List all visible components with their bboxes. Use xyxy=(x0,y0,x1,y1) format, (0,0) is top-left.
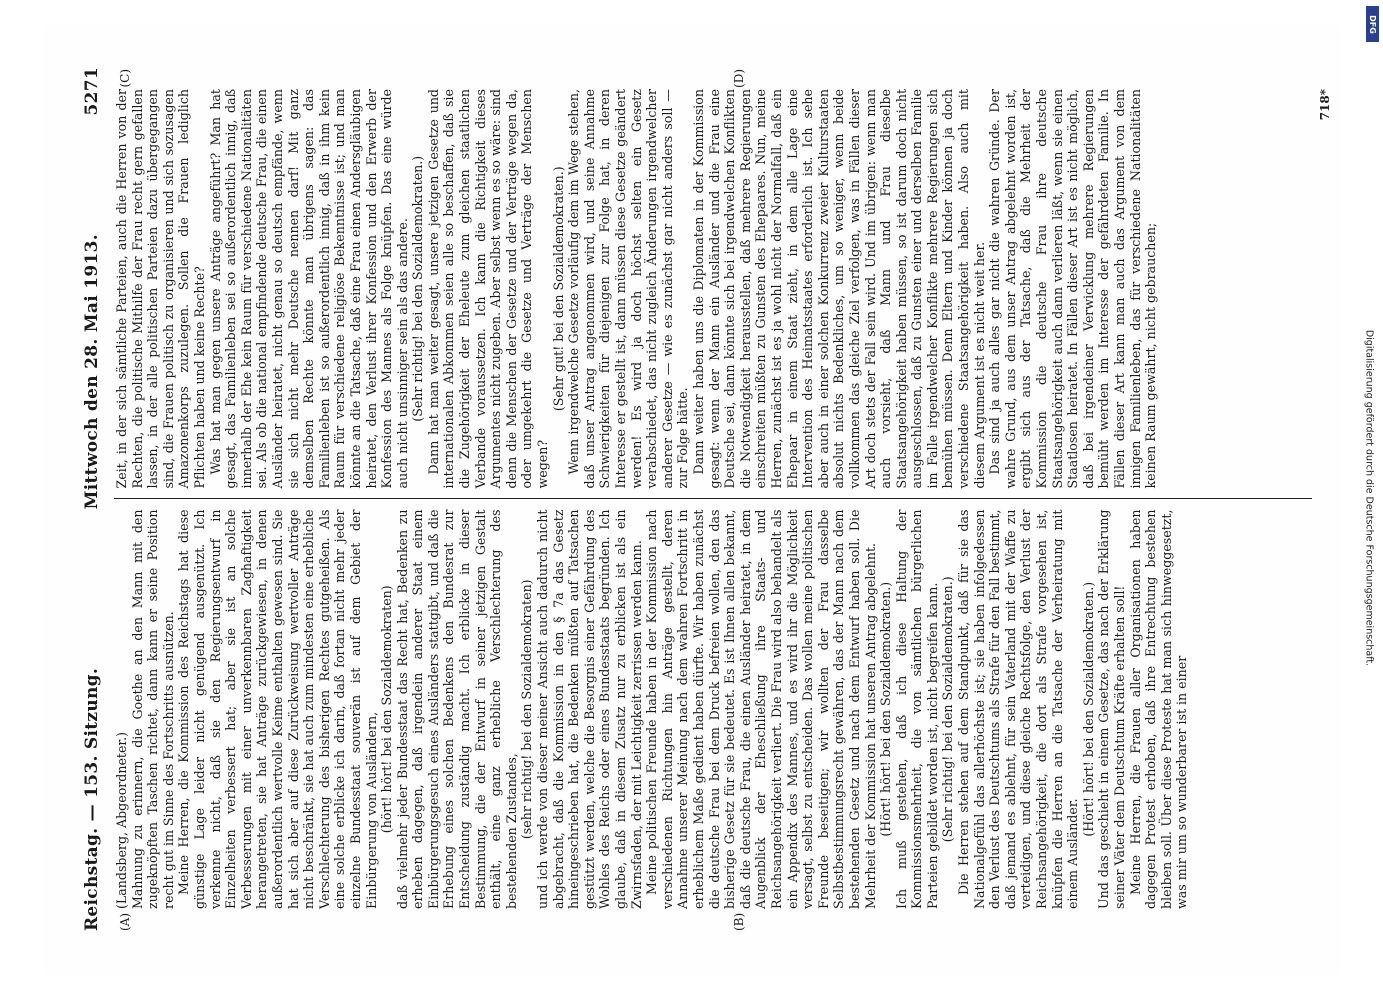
right-paragraph: (Sehr richtig! bei den Sozialdemokraten.) xyxy=(409,155,425,422)
margin-marker-b: (B) xyxy=(731,912,746,931)
left-paragraph: (Hört! hört! bei den Sozialdemokraten.) xyxy=(1080,581,1096,837)
left-paragraph: Und das geschieht in einem Gesetze, das nach der Erklärung seiner Väter dem Deutschtum Kräfte erhalten soll! xyxy=(1095,509,1127,909)
right-paragraph: Zeit, in der sich sämtliche Parteien, auch die Herren von der Rechten, die politische Mithilfe der Frau recht gern gefallen lassen, in der alle politischen Parteien dazu übergegangen sind, die Frauen politisch zu organisieren und sich sozusagen Amazonenkorps zuzulegen. Sollen die Frauen lediglich Pflichten haben und keine Rechte? xyxy=(113,89,207,489)
header-left: Reichstag. — 153. Sitzung. xyxy=(81,667,102,931)
page-header xyxy=(82,67,106,931)
left-paragraph: (Hört! hört! bei den Sozialdemokraten.) xyxy=(877,581,893,837)
left-paragraph: Die Herren stehen auf dem Standpunkt, daß für sie das Nationalgefühl das allerhöchste ist; sie haben infolgedessen den Verlust des Deutschtums als Strafe für den Fall bestimmt, daß jemand es ablehnt, für sein Vaterland mit der Waffe zu verteidigen, und diese gleiche Rechtsfolge, den Verlust der Reichsangehörigkeit, die dort als Strafe vorgesehen ist, knüpfen die Herren an die Tatsache der Verheiratung mit einem Ausländer. xyxy=(955,509,1080,909)
right-paragraph: Was hat man gegen unsere Anträge angeführt? Man hat gesagt, das Familienleben sei so außerordentlich innig, daß innerhalb der Ehe kein Raum für verschiedene Nationalitäten sei. Als ob die national empfindende deutsche Frau, die einen Ausländer heiratet, nicht genau so deutsch empfände, wenn sie sich nicht mehr Deutsche nennen darf! Mit ganz demselben Rechte könnte man übrigens sagen: das Familienleben ist so außerordentlich innig, daß in ihm kein Raum für verschiedene religiöse Bekenntnisse ist; und man könnte an die Tatsache, daß eine Frau einen Andersgläubigen heiratet, den Verlust ihrer Konfession und den Erwerb der Konfession des Mannes als Folge knüpfen. Das eine würde auch nicht unsinniger sein als das andere. xyxy=(207,89,410,489)
credit-text: Digitalisierung gefördert durch die Deutsche Forschungsgemeinschaft. xyxy=(1363,329,1375,666)
left-paragraph: Mahnung zu erinnern, die Goethe an den Mann mit den zugeknöpften Taschen richtet, dann kann er seine Position recht gut im Sinne des Fortschritts ausnützen. xyxy=(129,509,176,909)
margin-marker-a: (A) xyxy=(117,912,132,931)
right-paragraph: Dann hat man weiter gesagt, unsere jetzigen Gesetze und internationalen Abkommen seien alle so beschaffen, daß sie die Zugehörigkeit der Eheleute zum gleichen staatlichen Verbande voraussetzen. Ich kann die Richtigkeit dieses Argumentes nicht zugeben. Aber selbst wenn es so wäre: sind denn die Menschen der Gesetze und der Verträge wegen da, oder umgekehrt die Gesetze und Verträge der Menschen wegen? xyxy=(425,89,550,489)
left-paragraph: Meine politischen Freunde haben in der Kommission nach verschiedenen Richtungen hin Anträge gestellt, deren Annahme unserer Meinung nach dem wahren Fortschritt in erheblichem Maße gedient haben dürfte. Wir haben zunächst die deutsche Frau bei dem Druck befreien wollen, den das bisherige Gesetz für sie bedeutet. Es ist Ihnen allen bekannt, daß die deutsche Frau, die einen Ausländer heiratet, in dem Augenblick der Eheschließung ihre Staats- und Reichsangehörigkeit verliert. Die Frau wird also behandelt als ein Appendix des Mannes, und es wird ihr die Möglichkeit versagt, selbst zu entscheiden. Das wollen meine politischen Freunde beseitigen; wir wollten der Frau dasselbe Selbstbestimmungsrecht gewähren, das der Mann nach dem bestehenden Gesetz und nach dem Entwurf haben soll. Die Mehrheit der Kommission hat unseren Antrag abgelehnt. xyxy=(643,509,877,909)
left-paragraph: (hört! hört! bei den Sozialdemokraten) xyxy=(378,585,394,834)
header-center: Mittwoch den 28. Mai 1913. xyxy=(81,234,102,510)
left-paragraph: (Sehr richtig! bei den Sozialdemokraten.) xyxy=(939,576,955,843)
right-paragraph: (Sehr gut! bei den Sozialdemokraten.) xyxy=(550,166,566,412)
text-columns xyxy=(114,67,1312,931)
right-column xyxy=(114,67,1312,499)
left-paragraph: daß vielmehr jeder Bundesstaat das Recht hat, Bedenken zu erheben dagegen, daß irgendein anderer Staat einem Einbürgerungsgesuch eines Ausländers stattgibt, und daß die Erhebung eines solchen Bedenkens den Bundesrat zur Entscheidung zuständig macht. Ich erblicke in dieser Bestimmung, die der Entwurf in seiner jetzigen Gestalt enthält, eine ganz erhebliche Verschlechterung des bestehenden Zustandes, xyxy=(394,509,519,909)
dfg-logo-text: DFG xyxy=(1368,14,1378,34)
left-column xyxy=(114,500,1312,932)
digitization-credit xyxy=(1361,10,1377,985)
margin-marker-d: (D) xyxy=(731,69,746,88)
left-paragraph: und ich werde von dieser meiner Ansicht auch dadurch nicht abgebracht, daß die Kommission in den § 7a das Gesetz hineingeschrieben hat, die Bedenken müßten auf Tatsachen gestützt werden, welche die Besorgnis einer Gefährdung des Wohles des Reichs oder eines Bundesstaats begründen. Ich glaube, daß in diesem Zusatz nur zu erblicken ist als ein Zwirnsfaden, der mit Leichtigkeit zerrissen werden kann. xyxy=(534,509,644,909)
left-paragraph: Meine Herren, die Frauen aller Organisationen haben dagegen Protest erhoben, daß ihre Entrechtung bestehen bleiben soll. Über diese Proteste hat man sich hinweggesetzt, was mir um so wunderbarer ist in einer xyxy=(1127,509,1189,909)
right-paragraph: Das sind ja auch alles gar nicht die wahren Gründe. Der wahre Grund, aus dem unser Antrag abgelehnt worden ist, ergibt sich aus der Tatsache, daß die Mehrheit der Kommission die deutsche Frau ihre deutsche Staatsangehörigkeit auch dann verlieren läßt, wenn sie einen Staatlosen heiratet. In Fällen dieser Art ist es nicht möglich, daß bei irgendeiner Verwicklung mehrere Regierungen bemüht werden im Interesse der gefährdeten Familie. In Fällen dieser Art kann man auch das Argument von dem innigen Familienleben, das für verschiedene Nationalitäten keinen Raum gewährt, nicht gebrauchen; xyxy=(986,89,1158,489)
rotated-page xyxy=(42,25,1342,975)
right-paragraph: Dann weiter haben uns die Diplomaten in der Kommission gesagt: wenn der Mann ein Ausländer und die Frau eine Deutsche sei, dann könnte sich bei irgendwelchen Konflikten die Notwendigkeit herausstellen, daß mehrere Regierungen einschreiten müßten zu Gunsten des Ehepaares. Nun, meine Herren, zunächst ist es ja wohl nicht der Normalfall, daß ein Ehepaar in einem Staat zieht, in dem alle Lage eine Intervention des Heimatsstaates erforderlich ist. Ich sehe aber auch in einer solchen Konkurrenz zweier Kulturstaaten absolut nichts Bedenkliches, um so weniger, wenn beide vollkommen das gleiche Ziel verfolgen, was in Fällen dieser Art doch stets der Fall sein wird. Und im übrigen: wenn man auch vorsieht, daß Mann und Frau dieselbe Staatsangehörigkeit haben müssen, so ist darum doch nicht ausgeschlossen, daß zu Gunsten einer und derselben Familie im Falle irgendwelcher Konflikte mehrere Regierungen sich bemühen müssen. Denn Eltern und Kinder können ja doch verschiedene Staatsangehörigkeit haben. Also auch mit diesem Argument ist es nicht weit her. xyxy=(690,89,987,489)
signature-mark: 718* xyxy=(1317,89,1332,121)
dfg-logo xyxy=(1366,6,1379,42)
left-paragraph: (sehr richtig! bei den Sozialdemokraten) xyxy=(518,579,534,840)
left-paragraph: (Landsberg, Abgeordneter.) xyxy=(113,732,129,909)
left-paragraph: Meine Herren, die Kommission des Reichstags hat diese günstige Lage leider nicht genügend ausgenützt. Ich verkenne nicht, daß sie den Regierungsentwurf in Einzelheiten verbessert hat; aber sie ist an solche Verbesserungen mit einer unverkennbaren Zaghaftigkeit herangetreten, sie hat Anträge zurückgewiesen, in denen außerordentlich wertvolle Keime enthalten gewesen sind. Sie hat sich aber auf diese Zurückweisung wertvoller Anträge nicht beschränkt, sie hat auch zum mindesten eine erhebliche Verschlechterung des bisherigen Rechtes gutgeheißen. Als eine solche erblicke ich darin, daß fortan nicht mehr jeder einzelne Bundesstaat souverän ist auf dem Gebiet der Einbürgerung von Ausländern, xyxy=(175,509,378,909)
page-number: 5271 xyxy=(81,67,102,116)
margin-marker-c: (C) xyxy=(117,69,132,88)
left-paragraph: Ich muß gestehen, daß ich diese Haltung der Kommissionsmehrheit, die von sämtlichen bürgerlichen Parteien gebildet worden ist, nicht begreifen kann. xyxy=(893,509,940,909)
right-paragraph: Wenn irgendwelche Gesetze vorläufig dem im Wege stehen, daß unser Antrag angenommen wird, und seine Annahme Schwierigkeiten für diejenigen zur Folge hat, in deren Interesse er gestellt ist, dann müssen diese Gesetze geändert werden! Es wird ja doch höchst selten ein Gesetz verabschiedet, das nicht zugleich Änderungen irgendwelcher anderer Gesetze — wie es zunächst gar nicht anders soll — zur Folge hätte. xyxy=(565,89,690,489)
